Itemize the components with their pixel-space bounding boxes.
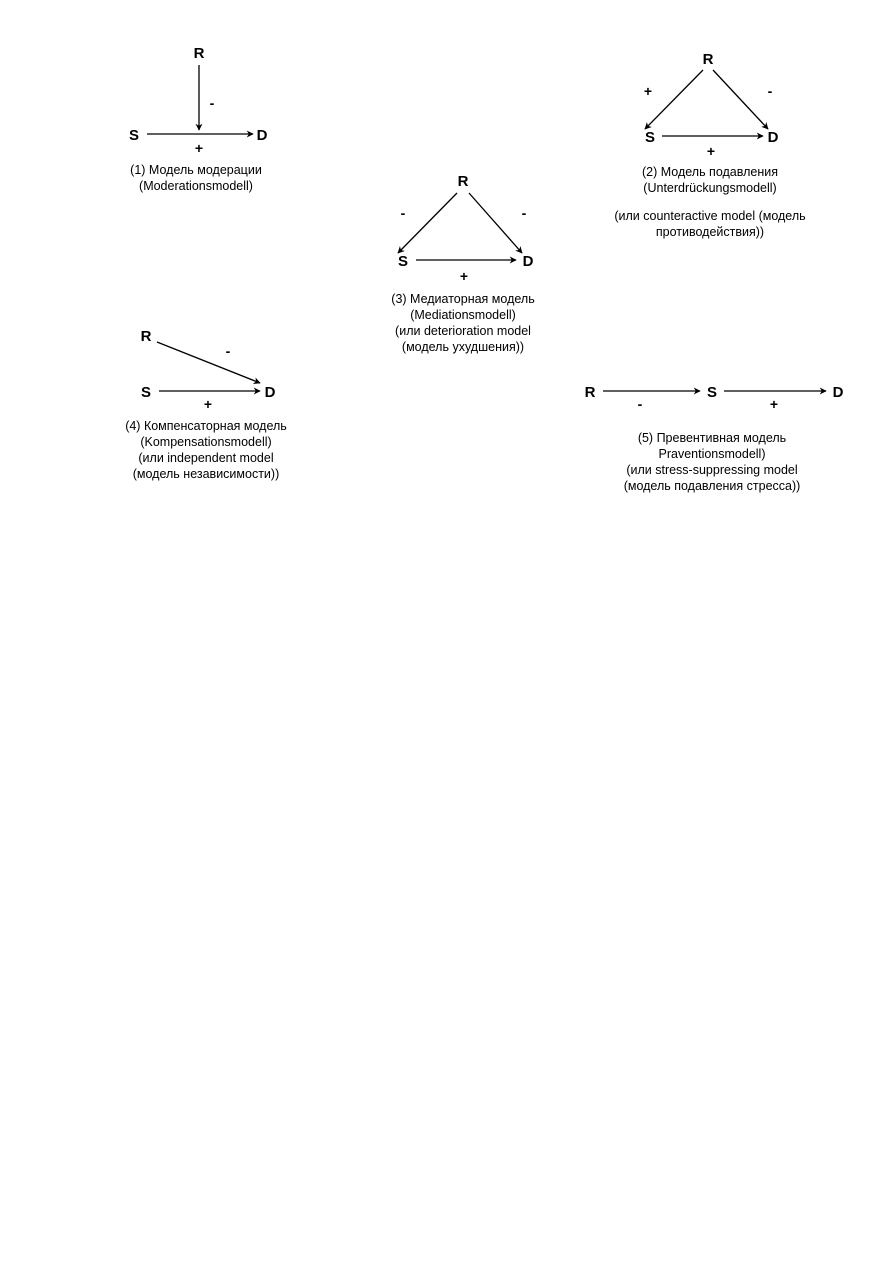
sign-sd: + (769, 396, 779, 412)
caption-line-2: Praventionsmodell) (658, 447, 766, 461)
model-2-suppression (614, 51, 805, 239)
sign-rs: - (637, 396, 643, 412)
node-s: S (140, 384, 152, 401)
sign-sd: + (203, 396, 213, 412)
arrow-r-to-d (157, 342, 260, 383)
node-r: R (457, 173, 469, 190)
caption-line-4: противодействия)) (655, 225, 765, 239)
node-r: R (584, 384, 596, 401)
node-r: R (193, 45, 205, 62)
caption-line-4: (модель независимости)) (132, 467, 280, 481)
node-s: S (706, 384, 718, 401)
node-r: R (702, 51, 714, 68)
arrow-r-to-d (713, 70, 768, 129)
model-5-prevention (585, 384, 844, 493)
caption-line-4: (модель подавления стресса)) (623, 479, 801, 493)
sign-rd: - (521, 205, 527, 221)
node-r: R (140, 328, 152, 345)
sign-rs: - (400, 205, 406, 221)
arrow-r-to-d (469, 193, 522, 253)
caption-line-3: (или independent model (138, 451, 274, 465)
node-d: D (832, 384, 844, 401)
arrow-r-to-s (645, 70, 703, 129)
node-d: D (256, 127, 268, 144)
model-4-compensation (125, 328, 287, 481)
caption-line-1: (3) Медиаторная модель (391, 292, 535, 306)
caption-line-3: (или stress-suppressing model (626, 463, 798, 477)
model-3-mediation (391, 173, 534, 354)
model-1-moderation (129, 45, 268, 193)
arrow-r-to-s (398, 193, 457, 253)
sign-r: - (209, 95, 215, 111)
sign-sd: + (194, 140, 204, 156)
node-s: S (397, 253, 409, 270)
caption-line-2: (Mediationsmodell) (410, 308, 516, 322)
caption-line-4: (модель ухудшения)) (401, 340, 525, 354)
sign-sd: + (459, 268, 469, 284)
node-d: D (522, 253, 534, 270)
node-s: S (128, 127, 140, 144)
caption-line-1: (4) Компенсаторная модель (125, 419, 287, 433)
sign-rs: + (643, 83, 653, 99)
sign-rd: - (225, 343, 231, 359)
caption-line-1: (2) Модель подавления (641, 165, 779, 179)
caption-line-1: (5) Превентивная модель (637, 431, 787, 445)
node-s: S (644, 129, 656, 146)
sign-rd: - (767, 83, 773, 99)
node-d: D (264, 384, 276, 401)
caption-line-1: (1) Модель модерации (130, 163, 262, 177)
caption-line-2: (Kompensationsmodell) (140, 435, 272, 449)
node-d: D (767, 129, 779, 146)
caption-line-2: (Moderationsmodell) (139, 179, 253, 193)
caption-line-3: (или deterioration model (395, 324, 531, 338)
caption-line-3: (или counteractive model (модель (614, 209, 806, 223)
sign-sd: + (706, 143, 716, 159)
caption-line-2: (Unterdrückungsmodell) (643, 181, 777, 195)
